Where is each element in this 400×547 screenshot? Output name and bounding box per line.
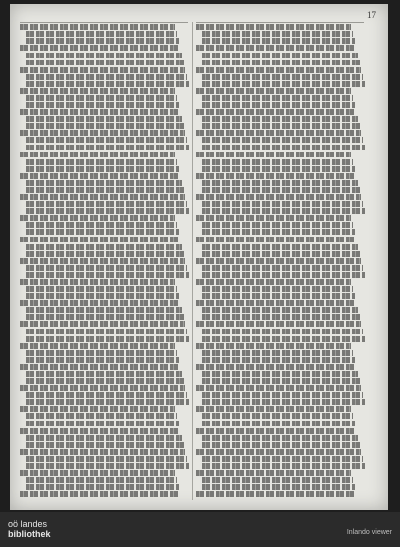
illegible-text-line	[20, 364, 180, 370]
illegible-text-line	[20, 258, 185, 264]
illegible-text-line	[26, 329, 187, 335]
illegible-text-line	[26, 116, 182, 122]
illegible-text-line	[26, 187, 184, 193]
illegible-text-line	[202, 357, 355, 363]
illegible-text-line	[202, 329, 363, 335]
logo-text-bottom: bibliothek	[8, 529, 51, 539]
illegible-text-line	[202, 371, 358, 377]
illegible-text-line	[26, 159, 177, 165]
illegible-text-line	[202, 208, 365, 214]
illegible-text-line	[20, 406, 175, 412]
illegible-text-line	[196, 470, 351, 476]
illegible-text-line	[196, 491, 356, 497]
illegible-text-line	[202, 477, 353, 483]
illegible-text-line	[196, 237, 356, 243]
illegible-text-line	[202, 421, 355, 427]
illegible-text-line	[26, 265, 187, 271]
illegible-text-line	[20, 215, 175, 221]
illegible-text-line	[20, 173, 180, 179]
illegible-text-line	[196, 428, 356, 434]
illegible-text-line	[20, 385, 185, 391]
illegible-text-line	[20, 88, 175, 94]
illegible-text-line	[20, 237, 180, 243]
illegible-text-line	[26, 378, 184, 384]
illegible-text-line	[20, 24, 175, 30]
illegible-text-line	[26, 145, 189, 151]
illegible-text-line	[26, 463, 189, 469]
illegible-text-line	[20, 194, 185, 200]
illegible-text-line	[202, 392, 363, 398]
illegible-text-line	[202, 159, 353, 165]
illegible-text-line	[196, 194, 361, 200]
illegible-text-line	[26, 307, 182, 313]
illegible-text-line	[20, 428, 180, 434]
illegible-text-line	[26, 336, 189, 342]
illegible-text-line	[202, 399, 365, 405]
illegible-text-line	[26, 456, 187, 462]
illegible-text-line	[26, 413, 177, 419]
illegible-text-line	[202, 463, 365, 469]
illegible-text-line	[202, 38, 355, 44]
illegible-text-line	[26, 201, 187, 207]
illegible-text-line	[20, 343, 175, 349]
illegible-text-line	[196, 152, 351, 158]
illegible-text-line	[202, 442, 360, 448]
illegible-text-line	[26, 60, 184, 66]
illegible-text-line	[202, 102, 355, 108]
illegible-text-line	[202, 81, 365, 87]
illegible-text-line	[196, 449, 361, 455]
illegible-text-line	[26, 286, 177, 292]
illegible-text-line	[26, 392, 187, 398]
illegible-text-line	[202, 187, 360, 193]
illegible-text-line	[20, 491, 180, 497]
illegible-text-line	[196, 67, 361, 73]
illegible-text-line	[202, 166, 355, 172]
illegible-text-line	[196, 24, 351, 30]
illegible-text-line	[26, 293, 179, 299]
illegible-text-line	[196, 343, 351, 349]
illegible-text-line	[196, 364, 356, 370]
illegible-text-line	[26, 435, 182, 441]
illegible-text-line	[202, 413, 353, 419]
illegible-text-line	[202, 123, 360, 129]
illegible-text-line	[20, 130, 185, 136]
illegible-text-line	[202, 145, 365, 151]
illegible-text-line	[202, 484, 355, 490]
illegible-text-line	[202, 272, 365, 278]
illegible-text-line	[26, 421, 179, 427]
illegible-text-line	[20, 321, 185, 327]
illegible-text-line	[202, 60, 360, 66]
illegible-text-line	[196, 130, 361, 136]
illegible-text-line	[26, 484, 179, 490]
illegible-text-line	[26, 102, 179, 108]
illegible-text-line	[202, 222, 353, 228]
illegible-text-line	[202, 95, 353, 101]
illegible-text-line	[202, 53, 358, 59]
illegible-text-line	[26, 180, 182, 186]
illegible-text-line	[26, 31, 177, 37]
illegible-text-line	[202, 350, 353, 356]
library-logo[interactable]	[8, 519, 68, 543]
illegible-text-line	[26, 123, 184, 129]
illegible-text-line	[26, 38, 179, 44]
illegible-text-line	[26, 74, 187, 80]
illegible-text-line	[196, 385, 361, 391]
illegible-text-line	[202, 244, 358, 250]
illegible-text-line	[196, 300, 356, 306]
illegible-text-line	[196, 406, 351, 412]
illegible-text-line	[20, 470, 175, 476]
illegible-text-line	[20, 45, 180, 51]
illegible-text-line	[202, 435, 358, 441]
illegible-text-line	[202, 74, 363, 80]
illegible-text-line	[26, 53, 182, 59]
illegible-text-line	[196, 279, 351, 285]
illegible-text-line	[26, 166, 179, 172]
illegible-text-line	[202, 456, 363, 462]
illegible-text-line	[26, 229, 179, 235]
illegible-text-line	[196, 173, 356, 179]
illegible-text-line	[202, 286, 353, 292]
illegible-text-line	[26, 251, 184, 257]
illegible-text-line	[202, 265, 363, 271]
illegible-text-line	[196, 109, 356, 115]
illegible-text-line	[202, 293, 355, 299]
illegible-text-line	[20, 109, 180, 115]
illegible-text-line	[202, 307, 358, 313]
illegible-text-line	[202, 116, 358, 122]
illegible-text-line	[26, 350, 177, 356]
illegible-text-line	[202, 251, 360, 257]
illegible-text-line	[196, 45, 356, 51]
illegible-text-line	[202, 137, 363, 143]
illegible-text-line	[26, 442, 184, 448]
illegible-text-line	[26, 95, 177, 101]
illegible-text-line	[196, 258, 361, 264]
column-divider	[192, 22, 193, 500]
illegible-text-line	[202, 314, 360, 320]
illegible-text-line	[26, 244, 182, 250]
illegible-text-line	[196, 88, 351, 94]
illegible-text-line	[202, 180, 358, 186]
illegible-text-line	[196, 321, 361, 327]
illegible-text-line	[26, 477, 177, 483]
illegible-text-line	[26, 272, 189, 278]
illegible-text-line	[202, 229, 355, 235]
illegible-text-line	[202, 378, 360, 384]
illegible-text-line	[20, 279, 175, 285]
illegible-text-line	[26, 222, 177, 228]
illegible-text-line	[202, 31, 353, 37]
illegible-text-line	[20, 67, 185, 73]
illegible-text-line	[26, 371, 182, 377]
logo-text-top: oö landes	[8, 519, 48, 529]
illegible-text-line	[26, 399, 189, 405]
illegible-text-line	[202, 336, 365, 342]
illegible-text-line	[26, 357, 179, 363]
illegible-text-line	[20, 449, 185, 455]
text-column-right	[196, 22, 364, 500]
illegible-text-line	[20, 300, 180, 306]
page-number: 17	[367, 10, 376, 20]
text-column-left	[20, 22, 188, 500]
scanned-page	[10, 4, 388, 510]
illegible-text-line	[196, 215, 351, 221]
illegible-text-line	[202, 201, 363, 207]
illegible-text-line	[26, 137, 187, 143]
illegible-text-line	[26, 81, 189, 87]
illegible-text-line	[26, 314, 184, 320]
viewer-label: Inlando viewer	[346, 529, 392, 536]
illegible-text-line	[26, 208, 189, 214]
illegible-text-line	[20, 152, 175, 158]
